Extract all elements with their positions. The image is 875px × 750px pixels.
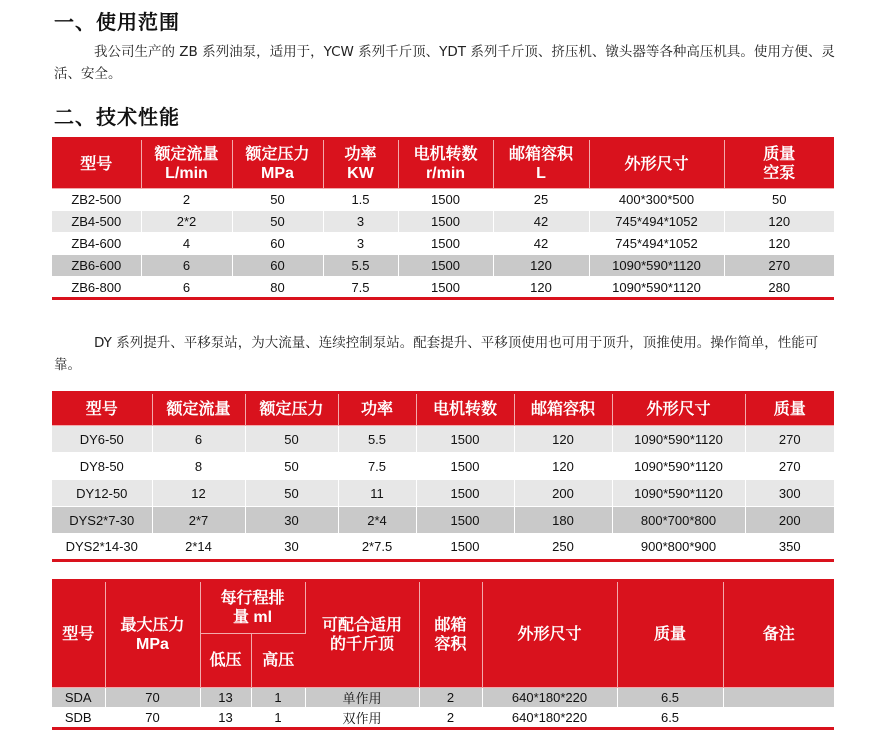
table-cell: ZB4-600 bbox=[52, 233, 141, 255]
table-cell: 745*494*1052 bbox=[589, 233, 724, 255]
table-cell: 900*800*900 bbox=[612, 534, 745, 561]
table-cell: ZB2-500 bbox=[52, 189, 141, 211]
column-header: 外形尺寸 bbox=[589, 139, 724, 189]
col-tank-header: 邮箱 容积 bbox=[419, 581, 482, 688]
table-cell: 2*2 bbox=[141, 211, 232, 233]
table-cell: 280 bbox=[724, 277, 834, 299]
sd-series-table bbox=[52, 579, 834, 730]
table-row bbox=[52, 255, 834, 277]
table-cell: 1 bbox=[251, 708, 305, 729]
table-cell: DYS2*14-30 bbox=[52, 534, 152, 561]
col-high-pressure-header: 高压 bbox=[251, 634, 305, 688]
table-cell: 1090*590*1120 bbox=[612, 426, 745, 453]
table-cell: 80 bbox=[232, 277, 323, 299]
table-cell: 1500 bbox=[398, 233, 493, 255]
table-cell: 270 bbox=[745, 426, 834, 453]
table-cell: 745*494*1052 bbox=[589, 211, 724, 233]
table-cell: 50 bbox=[232, 211, 323, 233]
table-cell: 60 bbox=[232, 233, 323, 255]
column-header: 质量 空泵 bbox=[724, 139, 834, 189]
table-cell: 5.5 bbox=[338, 426, 416, 453]
table-cell: 1500 bbox=[398, 255, 493, 277]
table-cell: 1 bbox=[251, 688, 305, 708]
table-row bbox=[52, 277, 834, 299]
table-cell: 1090*590*1120 bbox=[589, 277, 724, 299]
table-cell: ZB6-600 bbox=[52, 255, 141, 277]
table-cell: 120 bbox=[724, 233, 834, 255]
table-cell: 2 bbox=[141, 189, 232, 211]
table-row bbox=[52, 480, 834, 507]
table-row bbox=[52, 233, 834, 255]
table-cell: 120 bbox=[493, 277, 589, 299]
column-header: 额定压力 bbox=[245, 393, 338, 426]
column-header: 质量 bbox=[745, 393, 834, 426]
table-cell: 50 bbox=[245, 480, 338, 507]
table-cell: 640*180*220 bbox=[482, 708, 617, 729]
table-cell: 180 bbox=[514, 507, 612, 534]
table-row bbox=[52, 211, 834, 233]
table-cell: 1500 bbox=[398, 189, 493, 211]
table-cell: 1.5 bbox=[323, 189, 398, 211]
table-row bbox=[52, 688, 834, 708]
table-cell: 120 bbox=[514, 453, 612, 480]
col-model-header: 型号 bbox=[52, 581, 105, 688]
col-jack-header: 可配合适用 的千斤顶 bbox=[305, 581, 419, 688]
table-cell: 1090*590*1120 bbox=[589, 255, 724, 277]
table-cell: ZB6-800 bbox=[52, 277, 141, 299]
table-cell: 13 bbox=[200, 708, 251, 729]
dy-series-table bbox=[52, 391, 834, 562]
section1-paragraph: 我公司生产的 ZB 系列油泵，适用于，YCW 系列千斤顶、YDT 系列千斤顶、挤压机、镦头器等各种高压机具。使用方便、灵活、安全。 bbox=[54, 44, 835, 82]
table-cell: 6 bbox=[152, 426, 245, 453]
table-cell: 8 bbox=[152, 453, 245, 480]
table-cell: 120 bbox=[493, 255, 589, 277]
table-cell: 42 bbox=[493, 233, 589, 255]
col-max-pressure-header: 最大压力 MPa bbox=[105, 581, 200, 688]
table-row bbox=[52, 507, 834, 534]
table-cell: 3 bbox=[323, 233, 398, 255]
table-cell: 1500 bbox=[416, 480, 514, 507]
table-cell: 6.5 bbox=[617, 688, 723, 708]
table-cell: 350 bbox=[745, 534, 834, 561]
table-row bbox=[52, 534, 834, 561]
table-cell: 300 bbox=[745, 480, 834, 507]
column-header: 邮箱容积 bbox=[514, 393, 612, 426]
table-cell: 60 bbox=[232, 255, 323, 277]
table-cell: 2*14 bbox=[152, 534, 245, 561]
table-cell: 7.5 bbox=[338, 453, 416, 480]
table-cell: DY8-50 bbox=[52, 453, 152, 480]
table-cell: 2 bbox=[419, 708, 482, 729]
table-cell: 1500 bbox=[416, 426, 514, 453]
table-row bbox=[52, 426, 834, 453]
table-cell: 120 bbox=[724, 211, 834, 233]
column-header: 额定流量 L/min bbox=[141, 139, 232, 189]
table-cell bbox=[723, 688, 834, 708]
table-row bbox=[52, 453, 834, 480]
table-cell: 42 bbox=[493, 211, 589, 233]
table-cell: DY12-50 bbox=[52, 480, 152, 507]
table-cell: 13 bbox=[200, 688, 251, 708]
table-cell: 2*4 bbox=[338, 507, 416, 534]
table-cell: 1090*590*1120 bbox=[612, 480, 745, 507]
table-cell: 1500 bbox=[416, 453, 514, 480]
table-cell: SDB bbox=[52, 708, 105, 729]
table-cell: 4 bbox=[141, 233, 232, 255]
table-cell: 2*7 bbox=[152, 507, 245, 534]
section2-heading: 二、技术性能 bbox=[54, 105, 180, 129]
table-cell: 12 bbox=[152, 480, 245, 507]
table-cell: 单作用 bbox=[305, 688, 419, 708]
table-cell: 270 bbox=[745, 453, 834, 480]
column-header: 额定压力 MPa bbox=[232, 139, 323, 189]
column-header: 电机转数 bbox=[416, 393, 514, 426]
column-header: 邮箱容积 L bbox=[493, 139, 589, 189]
table-cell: 250 bbox=[514, 534, 612, 561]
table-cell: 70 bbox=[105, 708, 200, 729]
column-header: 功率 bbox=[338, 393, 416, 426]
col-dims-header: 外形尺寸 bbox=[482, 581, 617, 688]
table-cell: 1500 bbox=[416, 507, 514, 534]
table-cell: 30 bbox=[245, 507, 338, 534]
column-header: 额定流量 bbox=[152, 393, 245, 426]
column-header: 型号 bbox=[52, 139, 141, 189]
table-cell: 2 bbox=[419, 688, 482, 708]
table-cell: 7.5 bbox=[323, 277, 398, 299]
column-header: 外形尺寸 bbox=[612, 393, 745, 426]
table-cell: 3 bbox=[323, 211, 398, 233]
table-row bbox=[52, 708, 834, 729]
table-cell: 6 bbox=[141, 255, 232, 277]
col-low-pressure-header: 低压 bbox=[200, 634, 251, 688]
col-mass-header: 质量 bbox=[617, 581, 723, 688]
table-cell: 30 bbox=[245, 534, 338, 561]
table-cell: 1500 bbox=[416, 534, 514, 561]
table-cell: 50 bbox=[232, 189, 323, 211]
table-cell: 640*180*220 bbox=[482, 688, 617, 708]
table-cell: DY6-50 bbox=[52, 426, 152, 453]
table-cell: 270 bbox=[724, 255, 834, 277]
table-header-row bbox=[52, 581, 834, 634]
column-header: 型号 bbox=[52, 393, 152, 426]
table-cell: 6.5 bbox=[617, 708, 723, 729]
table-cell: 25 bbox=[493, 189, 589, 211]
column-header: 电机转数 r/min bbox=[398, 139, 493, 189]
table-cell: SDA bbox=[52, 688, 105, 708]
zb-series-table bbox=[52, 137, 834, 300]
table-cell: 11 bbox=[338, 480, 416, 507]
section1-heading: 一、使用范围 bbox=[54, 10, 180, 34]
table-cell: 800*700*800 bbox=[612, 507, 745, 534]
table-header-row bbox=[52, 393, 834, 426]
col-stroke-header: 每行程排 量 ml bbox=[200, 581, 305, 634]
table-cell: 双作用 bbox=[305, 708, 419, 729]
section2-paragraph: DY 系列提升、平移泵站，为大流量、连续控制泵站。配套提升、平移顶使用也可用于顶升，顶推使用。操作简单，性能可靠。 bbox=[54, 335, 819, 373]
table-row bbox=[52, 189, 834, 211]
column-header: 功率 KW bbox=[323, 139, 398, 189]
table-cell: 200 bbox=[745, 507, 834, 534]
table-cell: 6 bbox=[141, 277, 232, 299]
table-cell: 1090*590*1120 bbox=[612, 453, 745, 480]
table-cell: 50 bbox=[724, 189, 834, 211]
table-cell: 120 bbox=[514, 426, 612, 453]
table-cell: 400*300*500 bbox=[589, 189, 724, 211]
table-cell: 70 bbox=[105, 688, 200, 708]
table-cell: 1500 bbox=[398, 211, 493, 233]
col-note-header: 备注 bbox=[723, 581, 834, 688]
table-cell: 50 bbox=[245, 426, 338, 453]
table-cell: ZB4-500 bbox=[52, 211, 141, 233]
table-cell: DYS2*7-30 bbox=[52, 507, 152, 534]
table-cell bbox=[723, 708, 834, 729]
table-header-row bbox=[52, 139, 834, 189]
table-cell: 5.5 bbox=[323, 255, 398, 277]
table-cell: 1500 bbox=[398, 277, 493, 299]
table-cell: 200 bbox=[514, 480, 612, 507]
table-cell: 2*7.5 bbox=[338, 534, 416, 561]
table-cell: 50 bbox=[245, 453, 338, 480]
